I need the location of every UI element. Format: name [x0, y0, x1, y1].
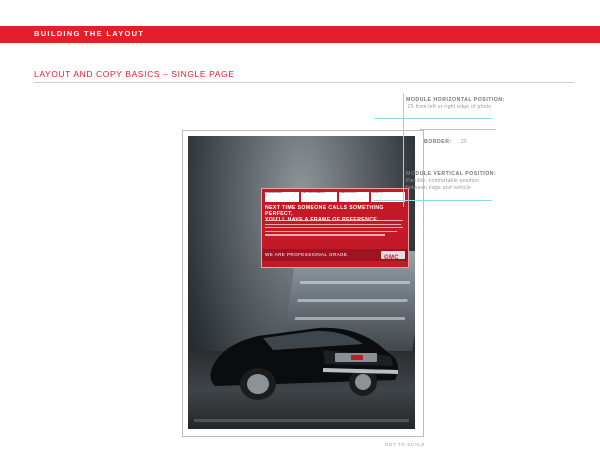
annotation-title-vertical: MODULE VERTICAL POSITION: [406, 171, 497, 177]
headline-line-1: NEXT TIME SOMEONE CALLS SOMETHING PERFECT, [265, 205, 384, 218]
annotation-text-vertical-2: between edge and vehicle [406, 184, 472, 191]
annotation-title-horizontal: MODULE HORIZONTAL POSITION: [406, 97, 505, 103]
annotation-border [424, 130, 467, 148]
footnote: NOT TO SCALE [385, 442, 425, 447]
fine-print [194, 419, 409, 422]
spec-tab: GMC PERFORMANCE [301, 192, 337, 202]
guide-line-vertical [403, 93, 404, 207]
gmc-logo: GMC [381, 251, 405, 259]
guide-line-horizontal [374, 118, 492, 119]
tagline: WE ARE PROFESSIONAL GRADE. [265, 251, 350, 257]
annotation-text-vertical-1: Flexible; comfortable position [406, 178, 480, 184]
annotation-value-border: .25 [459, 139, 467, 145]
building-window [297, 299, 407, 302]
body-copy [265, 220, 405, 238]
spec-tab: ACADIA DENALI [265, 192, 299, 202]
tagline-bar [262, 249, 408, 261]
ad-image [188, 136, 415, 429]
page-title: LAYOUT AND COPY BASICS – SINGLE PAGE [34, 69, 235, 79]
vehicle-image [203, 306, 403, 406]
spec-tab: 288 HP V6 [371, 192, 405, 202]
section-label: BUILDING THE LAYOUT [34, 29, 145, 38]
guide-line-horizontal [374, 200, 492, 201]
annotation-text-horizontal: .25 from left or right edge of photo [406, 104, 492, 110]
annotation-title-border: BORDER: [424, 139, 452, 145]
building-window [300, 281, 410, 284]
spec-tab: SEATING FOR 8 [339, 192, 369, 202]
divider [34, 82, 574, 83]
section-header-bar [0, 26, 600, 43]
top-whitespace [0, 0, 600, 12]
